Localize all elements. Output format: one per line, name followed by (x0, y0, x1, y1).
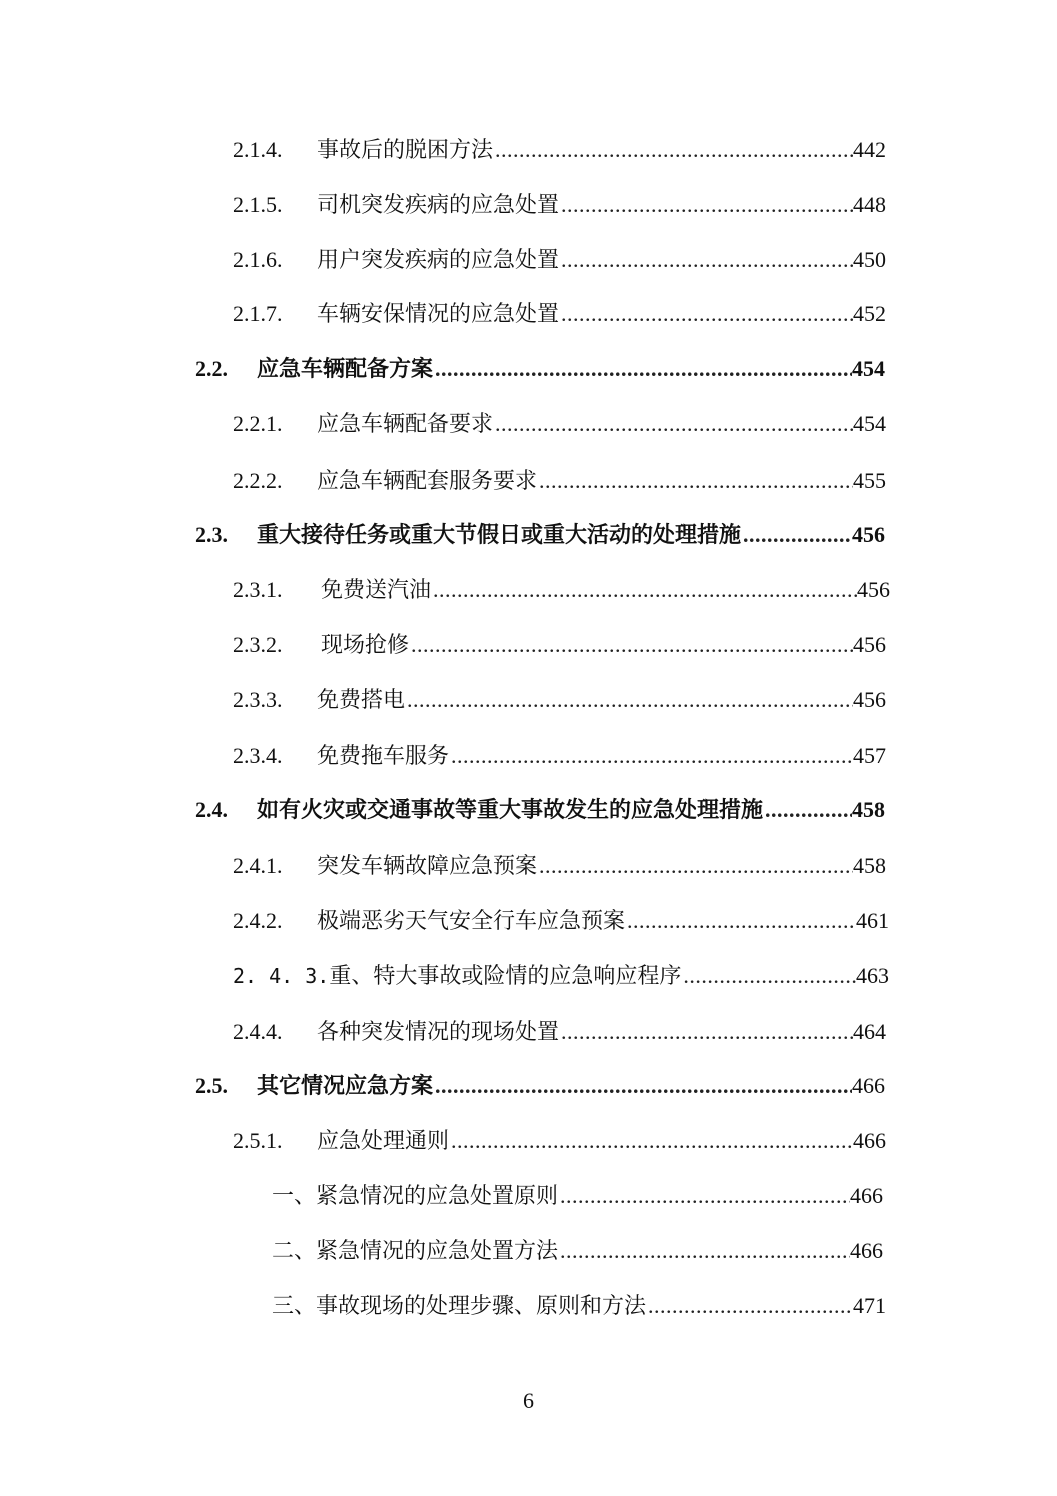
toc-entry-page: 461 (856, 908, 889, 933)
toc-entry-title: 应急车辆配套服务要求 (317, 468, 538, 493)
dot-leader (493, 407, 853, 441)
toc-entry-number: 2.1.5. (233, 192, 283, 217)
toc-section-entry[interactable] (195, 793, 885, 827)
toc-entry-number: 2. 4. 3. (233, 964, 330, 988)
toc-entry-title: 免费搭电 (317, 687, 406, 712)
dot-leader (681, 959, 856, 993)
dot-leader (558, 1234, 850, 1268)
toc-entry-title: 其它情况应急方案 (257, 1073, 434, 1098)
toc-subentry[interactable] (272, 1289, 886, 1323)
toc-entry-title: 车辆安保情况的应急处置 (317, 301, 560, 326)
dot-leader (559, 188, 853, 222)
toc-entry[interactable] (233, 243, 886, 277)
dot-leader (537, 849, 853, 883)
toc-entry[interactable] (233, 464, 886, 498)
toc-entry-page: 466 (850, 1238, 883, 1263)
toc-entry[interactable] (233, 1015, 886, 1049)
toc-entry-number: 2.4.1. (233, 853, 283, 878)
toc-entry-title: 突发车辆故障应急预案 (317, 853, 538, 878)
toc-entry-title: 司机突发疾病的应急处置 (317, 192, 560, 217)
dot-leader (405, 683, 853, 717)
toc-entry-number: 2.3.4. (233, 743, 283, 768)
dot-leader (449, 1124, 853, 1158)
dot-leader (763, 793, 852, 827)
dot-leader (625, 904, 856, 938)
dot-leader (558, 1179, 850, 1213)
toc-entry-number: 2.3.3. (233, 687, 283, 712)
toc-entry-number: 2.2. (195, 356, 228, 381)
toc-entry-title: 各种突发情况的现场处置 (317, 1019, 560, 1044)
dot-leader (431, 573, 857, 607)
toc-entry-page: 454 (853, 411, 886, 436)
toc-entry-title: 应急车辆配备方案 (257, 356, 434, 381)
toc-entry-title: 重大接待任务或重大节假日或重大活动的处理措施 (257, 522, 742, 547)
toc-entry-page: 458 (853, 853, 886, 878)
toc-entry[interactable] (233, 739, 886, 773)
toc-entry-page: 458 (852, 797, 885, 822)
toc-entry[interactable] (233, 573, 890, 607)
toc-entry-number: 2.3.1. (233, 577, 283, 602)
toc-entry-page: 466 (852, 1073, 885, 1098)
dot-leader (433, 1069, 852, 1103)
dot-leader (646, 1289, 853, 1323)
toc-entry[interactable] (233, 904, 889, 938)
toc-entry-title: 现场抢修 (321, 632, 410, 657)
toc-entry-page: 456 (852, 522, 885, 547)
toc-entry-page: 466 (850, 1183, 883, 1208)
toc-entry[interactable] (233, 297, 886, 331)
toc-entry-page: 442 (853, 137, 886, 162)
dot-leader (433, 352, 852, 386)
toc-entry-number: 2.1.7. (233, 301, 283, 326)
toc-entry-page: 456 (853, 687, 886, 712)
toc-entry-number: 2.2.1. (233, 411, 283, 436)
toc-entry-number: 2.1.6. (233, 247, 283, 272)
toc-entry-page: 452 (853, 301, 886, 326)
toc-entry-title: 免费送汽油 (321, 577, 432, 602)
toc-section-entry[interactable] (195, 1069, 885, 1103)
toc-entry-number: 2.3.2. (233, 632, 283, 657)
dot-leader (409, 628, 853, 662)
toc-entry-page: 464 (853, 1019, 886, 1044)
dot-leader (449, 739, 853, 773)
toc-entry-number: 2.5.1. (233, 1128, 283, 1153)
toc-entry-page: 456 (853, 632, 886, 657)
toc-entry[interactable] (233, 959, 889, 993)
toc-entry-number: 2.4.2. (233, 908, 283, 933)
toc-subentry[interactable] (272, 1234, 883, 1268)
toc-entry-title: 一、紧急情况的应急处置原则 (272, 1183, 559, 1208)
page-number: 6 (523, 1388, 534, 1413)
dot-leader (493, 133, 853, 167)
toc-entry[interactable] (233, 1124, 886, 1158)
toc-entry-title: 免费拖车服务 (317, 743, 450, 768)
toc-entry-title: 二、紧急情况的应急处置方法 (272, 1238, 559, 1263)
toc-entry-number: 2.2.2. (233, 468, 283, 493)
toc-entry-page: 456 (857, 577, 890, 602)
toc-entry-title: 三、事故现场的处理步骤、原则和方法 (272, 1293, 647, 1318)
toc-entry-page: 455 (853, 468, 886, 493)
toc-entry-title: 事故后的脱困方法 (317, 137, 494, 162)
toc-entry[interactable] (233, 188, 886, 222)
toc-entry[interactable] (233, 849, 886, 883)
dot-leader (559, 1015, 853, 1049)
toc-entry-title: 用户突发疾病的应急处置 (317, 247, 560, 272)
toc-section-entry[interactable] (195, 518, 885, 552)
toc-entry-number: 2.4.4. (233, 1019, 283, 1044)
toc-entry-title: 如有火灾或交通事故等重大事故发生的应急处理措施 (257, 797, 764, 822)
toc-entry-number: 2.3. (195, 522, 228, 547)
toc-entry-title: 应急车辆配备要求 (317, 411, 494, 436)
dot-leader (537, 464, 853, 498)
toc-entry-title: 应急处理通则 (317, 1128, 450, 1153)
toc-section-entry[interactable] (195, 352, 885, 386)
dot-leader (559, 243, 853, 277)
toc-entry[interactable] (233, 407, 886, 441)
toc-entry[interactable] (233, 683, 886, 717)
toc-entry-page: 457 (853, 743, 886, 768)
toc-entry[interactable] (233, 133, 886, 167)
toc-entry-number: 2.5. (195, 1073, 228, 1098)
toc-entry-number: 2.4. (195, 797, 228, 822)
toc-entry-title: 重、特大事故或险情的应急响应程序 (329, 963, 682, 988)
toc-subentry[interactable] (272, 1179, 883, 1213)
toc-entry-page: 463 (856, 963, 889, 988)
toc-entry[interactable] (233, 628, 886, 662)
toc-entry-number: 2.1.4. (233, 137, 283, 162)
toc-entry-page: 471 (853, 1293, 886, 1318)
toc-entry-page: 448 (853, 192, 886, 217)
dot-leader (741, 518, 852, 552)
toc-entry-page: 450 (853, 247, 886, 272)
toc-entry-title: 极端恶劣天气安全行车应急预案 (317, 908, 626, 933)
dot-leader (559, 297, 853, 331)
toc-entry-page: 454 (852, 356, 885, 381)
toc-entry-page: 466 (853, 1128, 886, 1153)
